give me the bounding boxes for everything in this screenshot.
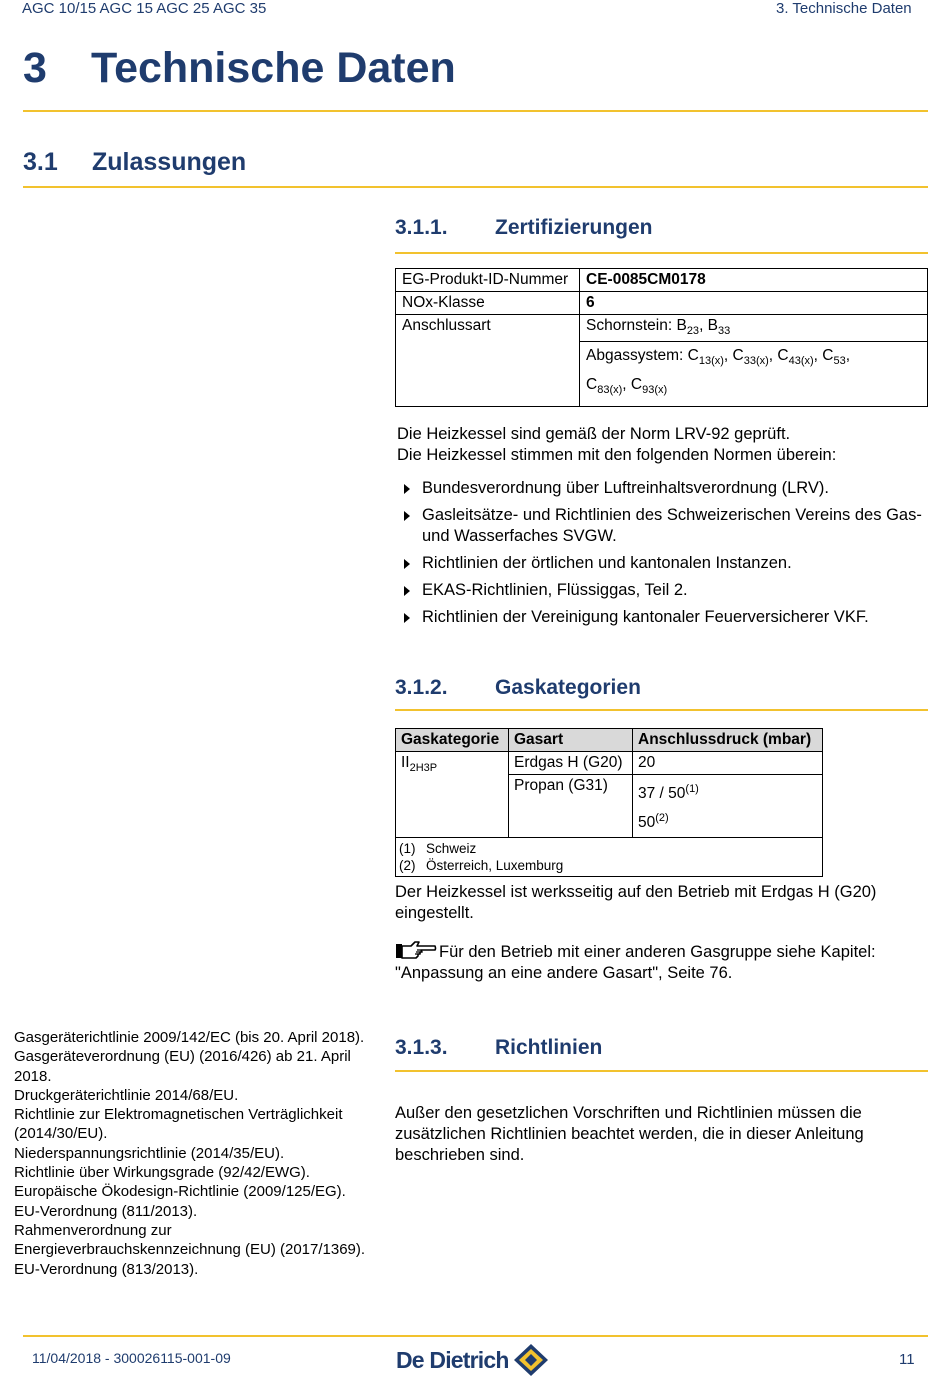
list-item: EU-Verordnung (813/2013). — [14, 1260, 199, 1278]
section-title — [23, 148, 246, 177]
subsection-divider — [395, 252, 928, 254]
chapter-title — [23, 44, 456, 93]
subsection-title-zertifizierungen — [395, 216, 653, 240]
col-gasart: Gasart — [509, 729, 633, 752]
note-2: (2) Österreich, Luxemburg — [399, 858, 564, 874]
header-section: 3. Technische Daten — [776, 0, 912, 17]
table-notes — [396, 838, 823, 877]
brand-name: De Dietrich — [396, 1346, 509, 1373]
gas-conversion-note: Für den Betrieb mit einer anderen Gasgruppe siehe Kapitel: "Anpassung an eine andere Gasart", Seite 76. — [395, 940, 930, 984]
brand-logo — [396, 1343, 549, 1377]
gas-type-erdgas: Erdgas H (G20) — [509, 752, 633, 775]
list-item: Bundesverordnung über Luftreinhaltsverordnung (LRV). — [400, 478, 930, 499]
list-item: Gasleitsätze- und Richtlinien des Schweizerischen Vereins des Gas- und Wasserfaches SVGW. — [400, 505, 930, 547]
col-gaskategorie: Gaskategorie — [396, 729, 509, 752]
section-number: 3.1 — [23, 148, 58, 176]
list-item: Gasgeräterichtlinie 2009/142/EC (bis 20. April 2018). — [14, 1029, 365, 1046]
cert-key-anschluss: Anschlussart — [396, 315, 580, 407]
header-title: AGC 10/15 AGC 15 AGC 25 AGC 35 — [22, 0, 267, 17]
list-item: Europäische Ökodesign-Richtlinie (2009/125/EG). — [14, 1183, 346, 1201]
norm-list — [400, 478, 930, 634]
col-anschlussdruck: Anschlussdruck (mbar) — [633, 729, 823, 752]
list-item: Richtlinie über Wirkungsgrade (92/42/EWG). — [14, 1164, 310, 1182]
chapter-divider — [23, 110, 928, 112]
document-reference: 11/04/2018 - 300026115-001-09 — [32, 1350, 231, 1366]
table-row — [396, 315, 928, 342]
page-number: 11 — [899, 1351, 915, 1368]
list-item: Richtlinie zur Elektromagnetischen Verträglichkeit (2014/30/EU). — [14, 1106, 343, 1143]
list-item: Rahmenverordnung zur Energieverbrauchskennzeichnung (EU) (2017/1369). — [14, 1221, 366, 1259]
subsection-title-richtlinien — [395, 1036, 602, 1060]
subsection-divider — [395, 1070, 928, 1072]
list-item: EKAS-Richtlinien, Flüssiggas, Teil 2. — [400, 580, 930, 601]
bullet-triangle-icon — [404, 511, 410, 521]
subsection-title-text: Zertifizierungen — [495, 216, 653, 239]
table-notes-row — [396, 838, 823, 877]
subsection-divider — [395, 709, 928, 711]
brand-diamond-icon — [513, 1343, 549, 1377]
gas-category-cell: $II_{2H3P}$ — [396, 752, 509, 838]
list-item: Druckgeräterichtlinie 2014/68/EU. — [14, 1086, 239, 1104]
cert-key-id: EG-Produkt-ID-Nummer — [396, 269, 580, 292]
subsection-title-text: Gaskategorien — [495, 676, 641, 699]
gas-type-propan: Propan (G31) — [509, 775, 633, 838]
cert-key-nox: NOx-Klasse — [396, 292, 580, 315]
table-row — [396, 269, 928, 292]
norm-paragraph-1: Die Heizkessel sind gemäß der Norm LRV-92 geprüft. — [397, 425, 791, 443]
bullet-triangle-icon — [404, 586, 410, 596]
table-row — [396, 752, 823, 775]
bullet-triangle-icon — [404, 484, 410, 494]
factory-setting-paragraph: Der Heizkessel ist werksseitig auf den Betrieb mit Erdgas H (G20) eingestellt. — [395, 883, 877, 922]
cert-value-id: CE-0085CM0178 — [580, 269, 928, 292]
pressure-propan: 37 / 50$^{(1)}$ 50$^{(2)}$ — [633, 775, 823, 838]
subsection-title-gaskategorien — [395, 676, 641, 700]
subsection-title-text: Richtlinien — [495, 1036, 603, 1059]
cert-value-abgas: Abgassystem: $C_{13(x)}$, $C_{33(x)}$, $C_{43(x)}$, $C_{53}$, $C_{83(x)}$, $C_{93(x)}$ — [580, 342, 928, 407]
pointing-hand-icon — [395, 940, 437, 960]
list-item: Gasgeräteverordnung (EU) (2016/426) ab 21. April 2018. — [14, 1048, 351, 1085]
norm-paragraph-2: Die Heizkessel stimmen mit den folgenden Normen überein: — [397, 446, 837, 464]
list-item: Niederspannungsrichtlinie (2014/35/EU). — [14, 1144, 285, 1162]
bullet-triangle-icon — [404, 613, 410, 623]
cert-value-schornstein: Schornstein: $B_{23}$, $B_{33}$ — [580, 315, 928, 342]
bullet-triangle-icon — [404, 559, 410, 569]
table-header-row — [396, 729, 823, 752]
list-item: Richtlinien der Vereinigung kantonaler Feuerversicherer VKF. — [400, 607, 930, 628]
section-divider — [23, 186, 928, 188]
list-item: EU-Verordnung (811/2013). — [14, 1202, 198, 1220]
subsection-number: 3.1.2. — [395, 676, 448, 699]
note-1: (1) Schweiz — [399, 841, 477, 857]
directives-list — [14, 1028, 384, 1279]
footer-divider — [23, 1335, 928, 1337]
pressure-erdgas: 20 — [633, 752, 823, 775]
certification-table — [395, 268, 928, 407]
chapter-title-text: Technische Daten — [91, 44, 456, 92]
subsection-number: 3.1.3. — [395, 1036, 448, 1059]
section-title-text: Zulassungen — [92, 148, 247, 176]
list-item: Richtlinien der örtlichen und kantonalen Instanzen. — [400, 553, 930, 574]
gas-category-table — [395, 728, 823, 877]
subsection-number: 3.1.1. — [395, 216, 448, 239]
richtlinien-paragraph: Außer den gesetzlichen Vorschriften und Richtlinien müssen die zusätzlichen Richtlinien beachtet werden, die in dieser Anleitung beschrieben sind. — [395, 1104, 864, 1164]
table-row — [396, 292, 928, 315]
chapter-number: 3 — [23, 44, 47, 92]
cert-value-nox: 6 — [580, 292, 928, 315]
